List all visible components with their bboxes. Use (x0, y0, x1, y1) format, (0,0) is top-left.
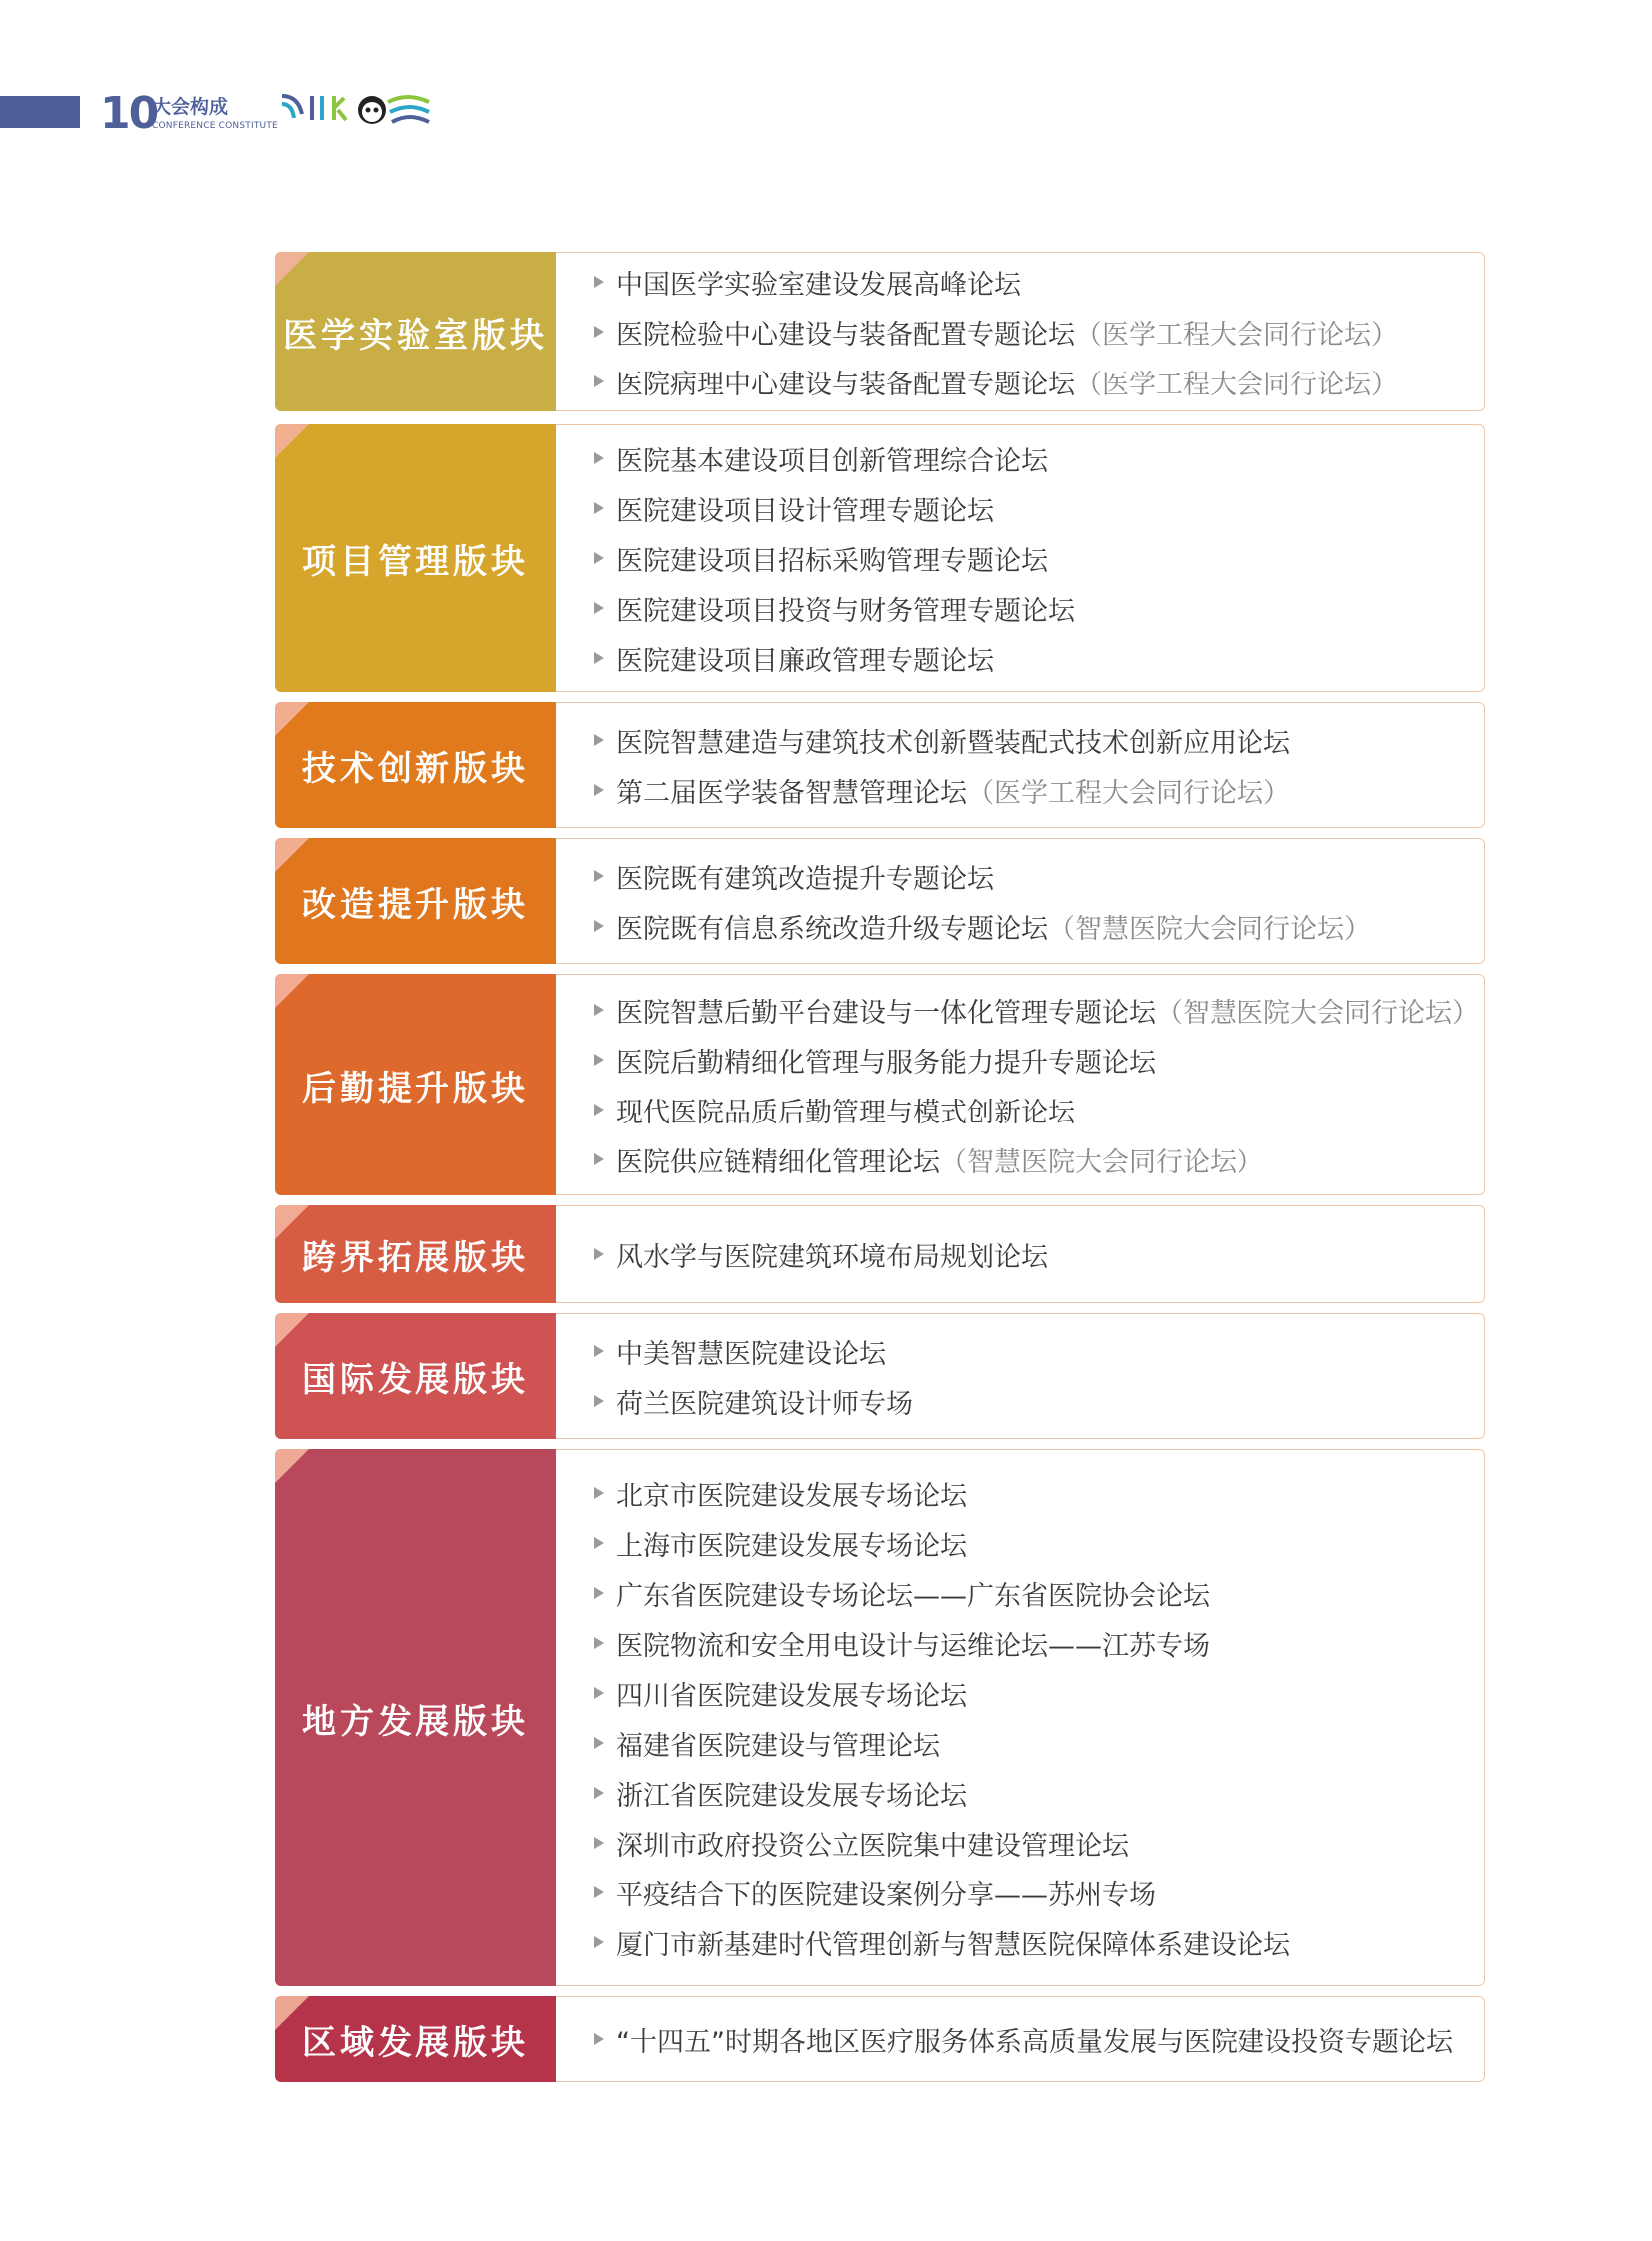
forum-item (594, 583, 1484, 633)
bullet-triangle-icon (594, 1004, 604, 1016)
forum-item-text: 医院建设项目廉政管理专题论坛 (616, 645, 994, 677)
forum-item-text: 中美智慧医院建设论坛 (616, 1338, 886, 1370)
forum-item (594, 533, 1484, 583)
bullet-triangle-icon (594, 652, 604, 664)
corner-accent-icon (275, 1313, 309, 1347)
bullet-triangle-icon (594, 1886, 604, 1898)
block-label (275, 1313, 556, 1439)
forum-item-text: 医院后勤精细化管理与服务能力提升专题论坛 (616, 1047, 1156, 1079)
block-label (275, 1205, 556, 1303)
forum-item (594, 1518, 1484, 1568)
bullet-triangle-icon (594, 734, 604, 746)
bullet-triangle-icon (594, 1248, 604, 1260)
bullet-triangle-icon (594, 1104, 604, 1116)
forum-item-text: 医院物流和安全用电设计与运维论坛——江苏专场 (616, 1630, 1210, 1662)
corner-accent-icon (275, 424, 309, 458)
forum-item (594, 483, 1484, 533)
block-label-text: 改造提升版块 (302, 884, 529, 925)
forum-item (594, 715, 1484, 765)
bullet-triangle-icon (594, 452, 604, 464)
forum-item-note: （智慧医院大会同行论坛） (1156, 997, 1479, 1029)
forum-list (556, 1205, 1485, 1303)
bullet-triangle-icon (594, 1587, 604, 1599)
forum-item-text: 医院既有建筑改造提升专题论坛 (616, 863, 994, 895)
section-title-cn: 大会构成 (152, 96, 229, 118)
bullet-triangle-icon (594, 1537, 604, 1549)
forum-item (594, 851, 1484, 901)
forum-item (594, 1085, 1484, 1134)
bullet-triangle-icon (594, 784, 604, 796)
forum-item-text: 福建省医院建设与管理论坛 (616, 1730, 940, 1762)
page-number: 10 (100, 88, 158, 139)
forum-item (594, 1134, 1484, 1184)
forum-item-text: 平疫结合下的医院建设案例分享——苏州专场 (616, 1879, 1156, 1911)
forum-item (594, 1326, 1484, 1376)
forum-item-text: 现代医院品质后勤管理与模式创新论坛 (616, 1097, 1075, 1128)
forum-list (556, 702, 1485, 828)
block-label-text: 地方发展版块 (302, 1701, 529, 1742)
forum-block (275, 1313, 1485, 1439)
corner-accent-icon (275, 702, 309, 736)
forum-item-text: 上海市医院建设发展专场论坛 (616, 1530, 967, 1562)
forum-item (594, 307, 1484, 357)
forum-item-note: （智慧医院大会同行论坛） (1048, 913, 1371, 945)
forum-item (594, 1768, 1484, 1818)
bullet-triangle-icon (594, 1737, 604, 1749)
forum-item-note: （医学工程大会同行论坛） (967, 777, 1290, 809)
forum-list (556, 1313, 1485, 1439)
forum-item (594, 901, 1484, 951)
forum-item (594, 1818, 1484, 1868)
forum-block (275, 1205, 1485, 1303)
block-label-text: 医学实验室版块 (283, 315, 548, 356)
bullet-triangle-icon (594, 1395, 604, 1407)
block-label-text: 项目管理版块 (302, 541, 529, 582)
forum-item-text: 广东省医院建设专场论坛——广东省医院协会论坛 (616, 1580, 1210, 1612)
bullet-triangle-icon (594, 1153, 604, 1165)
forum-list (556, 974, 1485, 1195)
forum-block (275, 424, 1485, 692)
forum-block (275, 838, 1485, 964)
block-label (275, 702, 556, 828)
forum-item (594, 257, 1484, 307)
bullet-triangle-icon (594, 920, 604, 932)
block-label-text: 技术创新版块 (302, 748, 529, 789)
forum-list (556, 1449, 1485, 1986)
block-label (275, 252, 556, 411)
block-label (275, 974, 556, 1195)
forum-item-text: 医院既有信息系统改造升级专题论坛 (616, 913, 1048, 945)
forum-item-text: 浙江省医院建设发展专场论坛 (616, 1780, 967, 1812)
bullet-triangle-icon (594, 326, 604, 338)
forum-item-text: 医院供应链精细化管理论坛 (616, 1146, 940, 1178)
forum-item-text: 医院建设项目招标采购管理专题论坛 (616, 545, 1048, 577)
forum-list (556, 1996, 1485, 2082)
forum-item (594, 633, 1484, 683)
forum-list (556, 252, 1485, 411)
bullet-triangle-icon (594, 1487, 604, 1499)
bullet-triangle-icon (594, 602, 604, 614)
header-bar (0, 96, 80, 128)
forum-item (594, 1868, 1484, 1917)
forum-item-note: （医学工程大会同行论坛） (1075, 319, 1398, 351)
bullet-triangle-icon (594, 502, 604, 514)
block-label (275, 1996, 556, 2082)
forum-item (594, 985, 1484, 1035)
forum-block (275, 1996, 1485, 2082)
corner-accent-icon (275, 1449, 309, 1483)
forum-item-text: 医院建设项目设计管理专题论坛 (616, 495, 994, 527)
forum-item (594, 1568, 1484, 1618)
forum-item (594, 1035, 1484, 1085)
forum-item (594, 1618, 1484, 1668)
bullet-triangle-icon (594, 1637, 604, 1649)
forum-list (556, 424, 1485, 692)
forum-item (594, 2014, 1484, 2064)
block-label (275, 838, 556, 964)
forum-block (275, 702, 1485, 828)
bullet-triangle-icon (594, 2033, 604, 2045)
bullet-triangle-icon (594, 1936, 604, 1948)
forum-item (594, 1468, 1484, 1518)
bullet-triangle-icon (594, 1687, 604, 1699)
forum-item-text: 医院基本建设项目创新管理综合论坛 (616, 445, 1048, 477)
conference-logo-icon (280, 88, 469, 132)
bullet-triangle-icon (594, 1837, 604, 1849)
forum-item-text: 医院检验中心建设与装备配置专题论坛 (616, 319, 1075, 351)
block-label (275, 424, 556, 692)
block-label-text: 国际发展版块 (302, 1359, 529, 1400)
bullet-triangle-icon (594, 276, 604, 288)
forum-item-note: （医学工程大会同行论坛） (1075, 369, 1398, 400)
forum-item-text: “十四五”时期各地区医疗服务体系高质量发展与医院建设投资专题论坛 (616, 2026, 1453, 2058)
forum-item-note: （智慧医院大会同行论坛） (940, 1146, 1263, 1178)
forum-item (594, 1376, 1484, 1426)
corner-accent-icon (275, 974, 309, 1008)
forum-item (594, 357, 1484, 406)
forum-item (594, 1917, 1484, 1967)
forum-item (594, 765, 1484, 815)
bullet-triangle-icon (594, 1345, 604, 1357)
forum-item-text: 医院智慧后勤平台建设与一体化管理专题论坛 (616, 997, 1156, 1029)
forum-item-text: 医院智慧建造与建筑技术创新暨装配式技术创新应用论坛 (616, 727, 1290, 759)
block-label-text: 区域发展版块 (302, 2022, 529, 2063)
forum-item (594, 433, 1484, 483)
forum-block (275, 1449, 1485, 1986)
forum-list (556, 838, 1485, 964)
forum-item (594, 1229, 1484, 1279)
forum-item (594, 1668, 1484, 1718)
corner-accent-icon (275, 252, 309, 286)
corner-accent-icon (275, 838, 309, 872)
forum-item-text: 第二届医学装备智慧管理论坛 (616, 777, 967, 809)
forum-item-text: 四川省医院建设发展专场论坛 (616, 1680, 967, 1712)
block-label-text: 后勤提升版块 (302, 1068, 529, 1109)
forum-block (275, 974, 1485, 1195)
bullet-triangle-icon (594, 1787, 604, 1799)
forum-item-text: 荷兰医院建筑设计师专场 (616, 1388, 913, 1420)
forum-block (275, 252, 1485, 411)
forum-item (594, 1718, 1484, 1768)
forum-item-text: 北京市医院建设发展专场论坛 (616, 1480, 967, 1512)
block-label-text: 跨界拓展版块 (302, 1237, 529, 1278)
bullet-triangle-icon (594, 552, 604, 564)
bullet-triangle-icon (594, 1054, 604, 1066)
forum-item-text: 医院建设项目投资与财务管理专题论坛 (616, 595, 1075, 627)
forum-item-text: 中国医学实验室建设发展高峰论坛 (616, 269, 1021, 301)
bullet-triangle-icon (594, 870, 604, 882)
forum-item-text: 医院病理中心建设与装备配置专题论坛 (616, 369, 1075, 400)
section-title-en: CONFERENCE CONSTITUTE (152, 121, 278, 131)
forum-item-text: 厦门市新基建时代管理创新与智慧医院保障体系建设论坛 (616, 1929, 1290, 1961)
block-label (275, 1449, 556, 1986)
bullet-triangle-icon (594, 375, 604, 387)
forum-item-text: 深圳市政府投资公立医院集中建设管理论坛 (616, 1830, 1129, 1862)
forum-item-text: 风水学与医院建筑环境布局规划论坛 (616, 1241, 1048, 1273)
